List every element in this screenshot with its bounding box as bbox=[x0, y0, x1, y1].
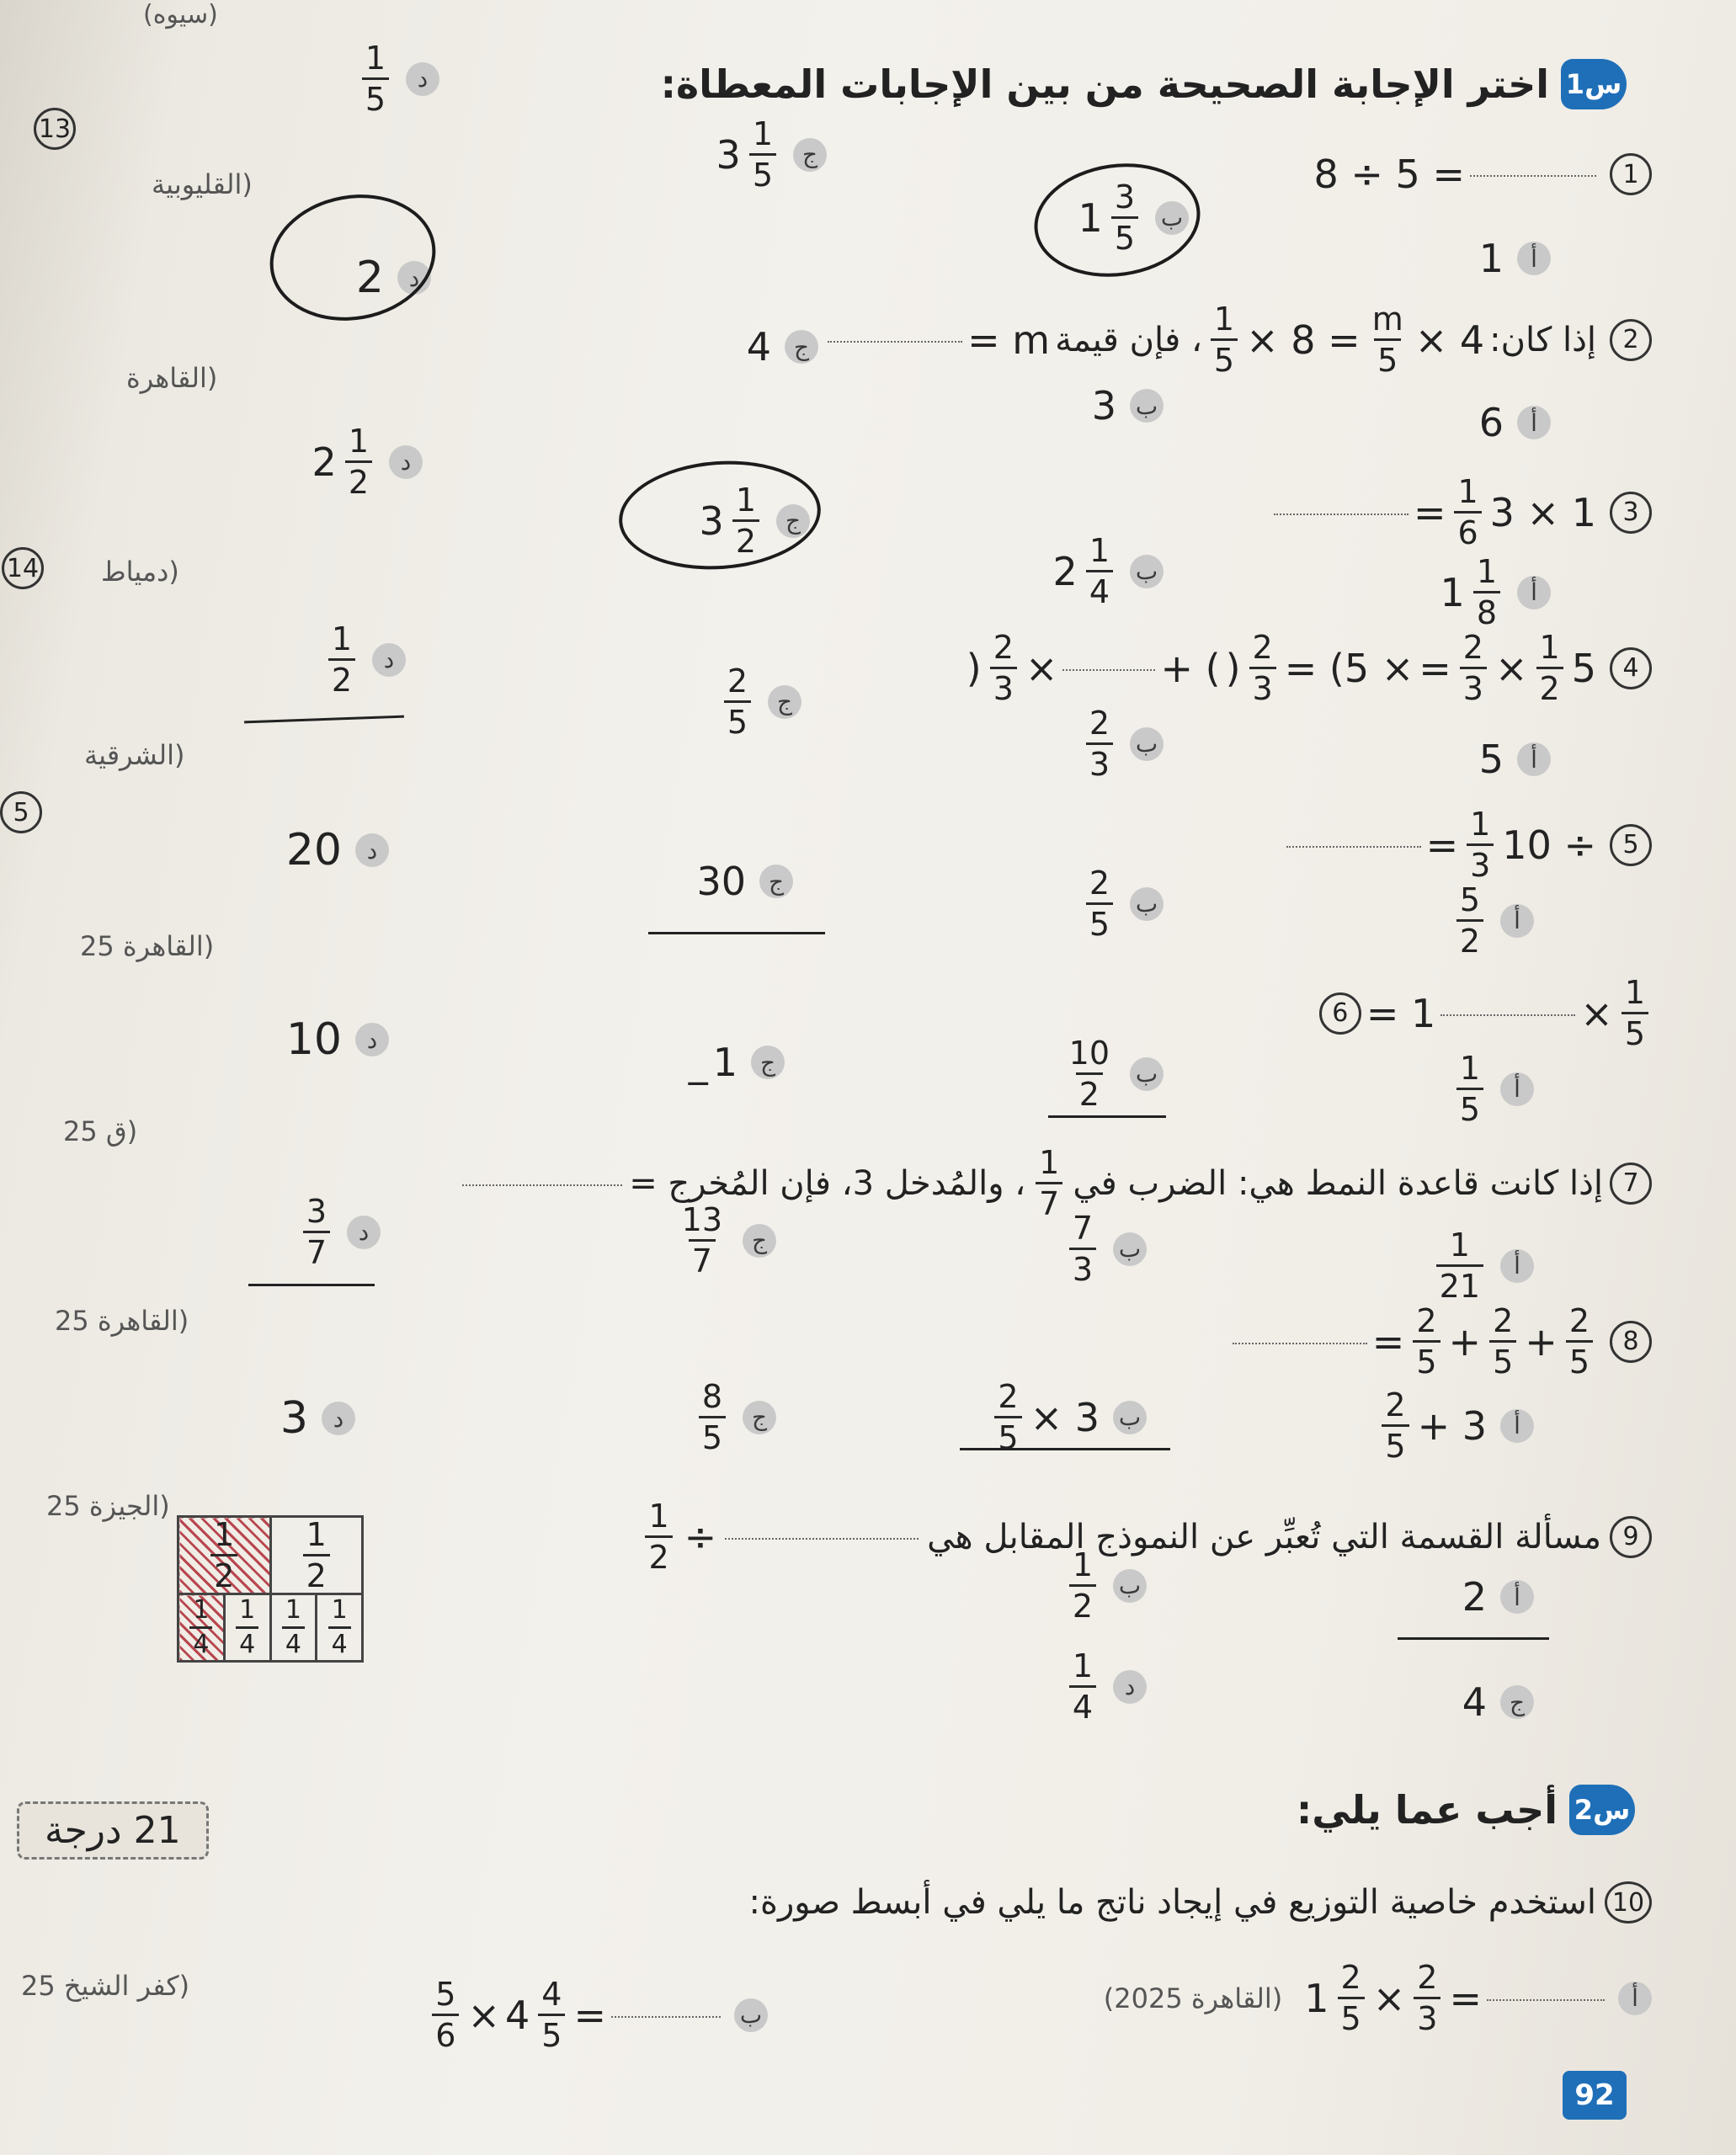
q5-option-c: 30 ج bbox=[696, 859, 793, 904]
q2-option-d: 2 د bbox=[356, 253, 431, 303]
q5-option-b: $\frac{2}{5}$ ب bbox=[1083, 867, 1164, 940]
header-title: اختر الإجابة الصحيحة من بين الإجابات المعطاة: bbox=[660, 61, 1549, 107]
q6-option-a: $\frac{1}{5}$ أ bbox=[1453, 1052, 1534, 1125]
margin-source: (الشرقية bbox=[84, 739, 185, 771]
q2-expression: = m ، فإن قيمة $\frac{1}{5}$ × 8 = $\frac{m}{5}$ × 4 إذا كان: 2 bbox=[828, 303, 1652, 376]
q4-option-c: $\frac{2}{5}$ ج bbox=[721, 665, 801, 738]
q10-instruction: 10 استخدم خاصية التوزيع في إيجاد ناتج ما يلي في أبسط صورة: bbox=[749, 1881, 1652, 1924]
margin-source: (القاهرة bbox=[126, 362, 218, 394]
shaded-half-cell: $\frac{1}{2}$ bbox=[178, 1517, 271, 1594]
q9-option-b: $\frac{1}{2}$ ب bbox=[1066, 1549, 1147, 1622]
quarter-cell: $\frac{1}{4}$ bbox=[224, 1594, 270, 1662]
q2-option-b: 3 ب bbox=[1092, 383, 1164, 428]
q8-option-c: $\frac{8}{5}$ ج bbox=[695, 1381, 776, 1454]
score-badge: 21 درجة bbox=[17, 1801, 209, 1860]
underline-mark bbox=[1398, 1637, 1549, 1640]
underline-mark bbox=[248, 1284, 375, 1286]
section2-header bbox=[1297, 1785, 1635, 1835]
q3-expression: = $\frac{1}{6}$ 3 × 1 3 bbox=[1274, 476, 1652, 549]
q7-option-d: $\frac{3}{7}$ د bbox=[300, 1195, 381, 1269]
margin-source: (القاهرة 25 bbox=[55, 1305, 189, 1337]
q7-option-a: $\frac{1}{21}$ أ bbox=[1433, 1229, 1534, 1302]
q5-option-a: $\frac{5}{2}$ أ bbox=[1453, 884, 1534, 957]
page-number: 92 bbox=[1563, 2071, 1627, 2120]
shaded-quarter-cell: $\frac{1}{4}$ bbox=[178, 1594, 225, 1662]
half-cell: $\frac{1}{2}$ bbox=[270, 1517, 363, 1594]
underline-mark bbox=[648, 932, 825, 934]
underline-mark bbox=[1048, 1115, 1166, 1118]
question-badge: س1 bbox=[1561, 59, 1627, 109]
q1-option-d: $\frac{1}{5}$ د bbox=[359, 42, 439, 115]
q4-option-d: $\frac{1}{2}$ د bbox=[325, 623, 406, 696]
q9-option-c: 4 ج bbox=[1462, 1679, 1534, 1725]
q6-option-d: 10 د bbox=[286, 1014, 389, 1065]
q7-option-c: $\frac{13}{7}$ ج bbox=[675, 1204, 776, 1277]
q3-option-d: 2 $\frac{1}{2}$ د bbox=[312, 425, 423, 498]
q4-option-a: 5 أ bbox=[1479, 737, 1551, 782]
quarter-cell: $\frac{1}{4}$ bbox=[270, 1594, 317, 1662]
margin-source: (كفر الشيخ 25 bbox=[21, 1970, 190, 2002]
q7-expression: 7 إذا كانت قاعدة النمط هي: الضرب في $\frac{1}{7}$ ، والمُدخل 3، فإن المُخرج = bbox=[462, 1147, 1652, 1220]
q6-option-b: $\frac{10}{2}$ ب bbox=[1062, 1037, 1164, 1110]
q3-option-b: 2 $\frac{1}{4}$ ب bbox=[1053, 535, 1164, 608]
q8-option-d: 3 د bbox=[280, 1393, 355, 1444]
q3-option-a: 1 $\frac{1}{8}$ أ bbox=[1440, 556, 1551, 629]
section2-title: أجب عما يلي: bbox=[1296, 1787, 1558, 1833]
q1-option-b: 1 $\frac{3}{5}$ ب bbox=[1078, 181, 1189, 254]
q9-expression: 9 مسألة القسمة التي تُعبِّر عن النموذج المقابل هي ÷ $\frac{1}{2}$ bbox=[642, 1500, 1652, 1573]
q1-option-a: 1 أ bbox=[1479, 236, 1551, 281]
q8-expression: = $\frac{2}{5}$ + $\frac{2}{5}$ + $\frac{2}{5}$ 8 bbox=[1233, 1305, 1652, 1378]
top-left-fragment: (سيوه) bbox=[143, 0, 218, 29]
margin-source: (الجيزة 25 bbox=[46, 1490, 170, 1522]
q5-option-d: 20 د bbox=[286, 825, 389, 875]
quarter-cell: $\frac{1}{4}$ bbox=[317, 1594, 363, 1662]
q9-option-a: 2 أ bbox=[1462, 1574, 1534, 1620]
margin-source: (ق 25 bbox=[63, 1115, 138, 1147]
q2-option-a: 6 أ bbox=[1479, 400, 1551, 445]
margin-item-13: 13 bbox=[34, 108, 76, 150]
q7-option-b: $\frac{7}{3}$ ب bbox=[1066, 1212, 1147, 1285]
margin-source: (دمياط bbox=[101, 556, 179, 588]
fraction-model-grid bbox=[177, 1515, 364, 1663]
header bbox=[661, 59, 1627, 109]
q2-option-c: 4 ج bbox=[747, 324, 818, 370]
q1-option-c: 3 $\frac{1}{5}$ ج bbox=[716, 118, 827, 191]
margin-item-14: 14 bbox=[2, 547, 44, 589]
q8-option-b: $\frac{2}{5}$ × 3 ب bbox=[991, 1381, 1147, 1454]
q1-expression: 8 ÷ 5 = 1 bbox=[1314, 152, 1653, 197]
q10-part-b: $\frac{5}{6}$ × 4 $\frac{4}{5}$ = ب bbox=[429, 1978, 768, 2051]
margin-source: (القليوبية bbox=[152, 168, 253, 200]
underline-mark bbox=[960, 1448, 1170, 1450]
q8-option-a: $\frac{2}{5}$ + 3 أ bbox=[1378, 1389, 1534, 1462]
q5-expression: = $\frac{1}{3}$ 10 ÷ 5 bbox=[1286, 808, 1652, 881]
q4-expression: ) $\frac{2}{3}$ × + ( ) $\frac{2}{3}$ = (5 × = $\frac{2}{3}$ × $\frac{1}{2}$ 5 4 bbox=[967, 631, 1652, 705]
q3-option-c: 3 $\frac{1}{2}$ ج bbox=[700, 484, 810, 557]
q4-option-b: $\frac{2}{3}$ ب bbox=[1083, 707, 1164, 780]
margin-item-5: 5 bbox=[0, 791, 42, 833]
question-badge: س2 bbox=[1569, 1785, 1635, 1835]
q6-expression: = 1 × $\frac{1}{5}$ 6 bbox=[1311, 976, 1652, 1050]
margin-source: (القاهرة 25 bbox=[80, 930, 215, 962]
q9-option-d: $\frac{1}{4}$ د bbox=[1066, 1650, 1147, 1723]
q6-option-c: _ 1 ج bbox=[689, 1040, 785, 1085]
q10-part-a: (القاهرة 2025) 1 $\frac{2}{5}$ × $\frac{2}{3}$ = أ bbox=[1104, 1961, 1652, 2035]
